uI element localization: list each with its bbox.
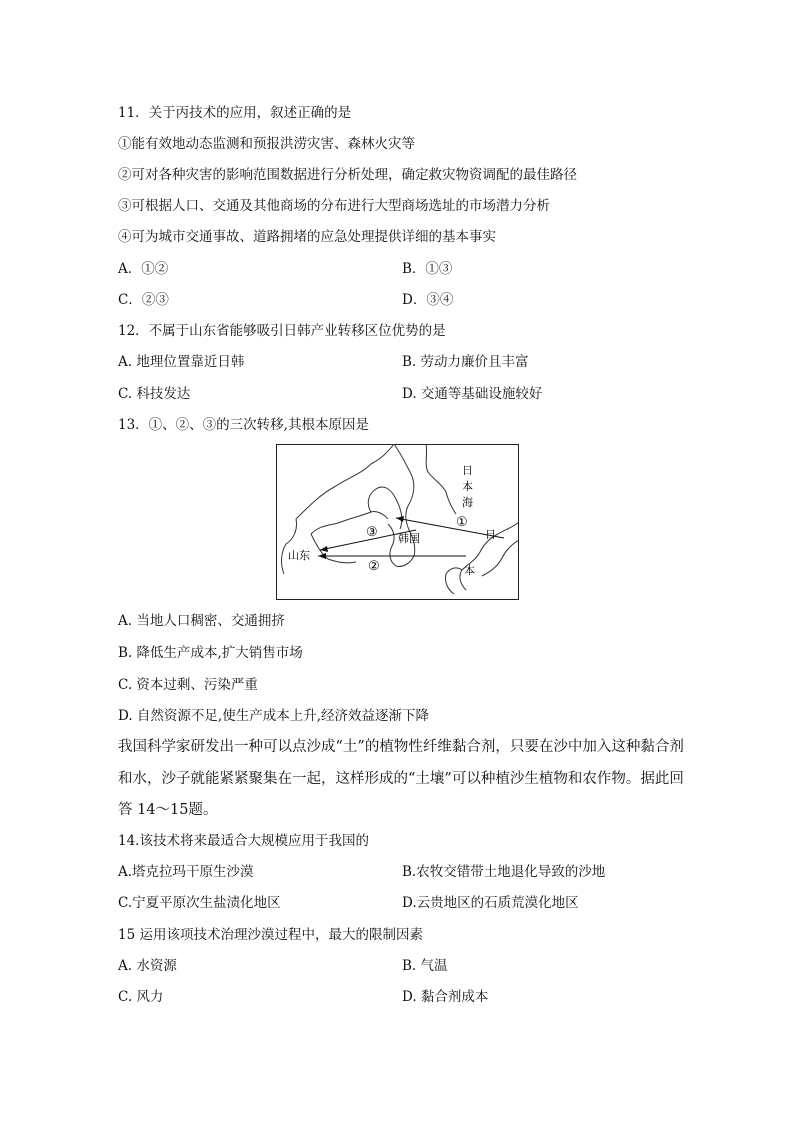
q11-option-b[interactable]: B．①③: [402, 261, 453, 277]
map-arrow-3: ③: [366, 525, 378, 540]
q15-option-d[interactable]: D. 黏合剂成本: [402, 989, 489, 1005]
q11-option-c[interactable]: C．②③: [118, 292, 169, 308]
intro-line-3: 答 14～15题。: [118, 802, 218, 818]
q13-option-d[interactable]: D. 自然资源不足,使生产成本上升,经济效益逐渐下降: [118, 708, 430, 724]
q13-option-b[interactable]: B. 降低生产成本,扩大销售市场: [118, 645, 303, 661]
map-label-sea-1: 日: [462, 464, 473, 477]
map-arrow-2: ②: [368, 559, 380, 574]
q12-option-b[interactable]: B. 劳动力廉价且丰富: [402, 354, 529, 370]
map-label-japan-1: 日: [485, 528, 496, 541]
map-label-sea-2: 本: [462, 480, 473, 493]
intro-line-1: 我国科学家研发出一种可以点沙成“土”的植物性纤维黏合剂，只要在沙中加入这种黏合剂: [118, 739, 684, 755]
q12-stem: 12．不属于山东省能够吸引日韩产业转移区位优势的是: [118, 323, 446, 339]
q11-item-4: ④可为城市交通事故、道路拥堵的应急处理提供详细的基本事实: [118, 229, 496, 245]
q12-option-a[interactable]: A. 地理位置靠近日韩: [118, 354, 245, 370]
map-label-shandong: 山东: [288, 549, 310, 562]
q15-option-c[interactable]: C. 风力: [118, 989, 164, 1005]
q13-option-a[interactable]: A. 当地人口稠密、交通拥挤: [118, 613, 285, 629]
q11-item-2: ②可对各种灾害的影响范围数据进行分析处理，确定救灾物资调配的最佳路径: [118, 167, 577, 183]
q12-option-d[interactable]: D. 交通等基础设施较好: [402, 386, 543, 402]
q12-option-c[interactable]: C. 科技发达: [118, 386, 191, 402]
q11-item-3: ③可根据人口、交通及其他商场的分布进行大型商场选址的市场潜力分析: [118, 198, 550, 214]
map-arrow-1: ①: [456, 515, 468, 530]
q14-option-a[interactable]: A.塔克拉玛干原生沙漠: [118, 864, 254, 880]
q15-option-a[interactable]: A. 水资源: [118, 958, 177, 974]
intro-line-2: 和水，沙子就能紧紧聚集在一起，这样形成的“土壤”可以种植沙生植物和农作物。据此回: [118, 771, 684, 787]
q14-option-b[interactable]: B.农牧交错带土地退化导致的沙地: [402, 864, 606, 880]
map-label-korea: 韩国: [398, 532, 420, 545]
q11-stem: 11．关于丙技术的应用，叙述正确的是: [118, 105, 352, 121]
q13-option-c[interactable]: C. 资本过剩、污染严重: [118, 677, 258, 693]
q15-stem: 15 运用该项技术治理沙漠过程中，最大的限制因素: [118, 927, 423, 943]
q11-option-d[interactable]: D．③④: [402, 292, 454, 308]
q13-stem: 13．①、②、③的三次转移,其根本原因是: [118, 417, 369, 433]
q11-item-1: ①能有效地动态监测和预报洪涝灾害、森林火灾等: [118, 136, 415, 152]
q14-option-d[interactable]: D.云贵地区的石质荒漠化地区: [402, 895, 579, 911]
q15-option-b[interactable]: B. 气温: [402, 958, 448, 974]
q14-option-c[interactable]: C.宁夏平原次生盐渍化地区: [118, 895, 281, 911]
q14-stem: 14.该技术将来最适合大规模应用于我国的: [118, 833, 369, 849]
industry-transfer-map: [276, 444, 519, 600]
q11-option-a[interactable]: A．①②: [118, 261, 169, 277]
map-label-japan-2: 本: [464, 564, 475, 577]
map-label-sea-3: 海: [462, 496, 473, 509]
